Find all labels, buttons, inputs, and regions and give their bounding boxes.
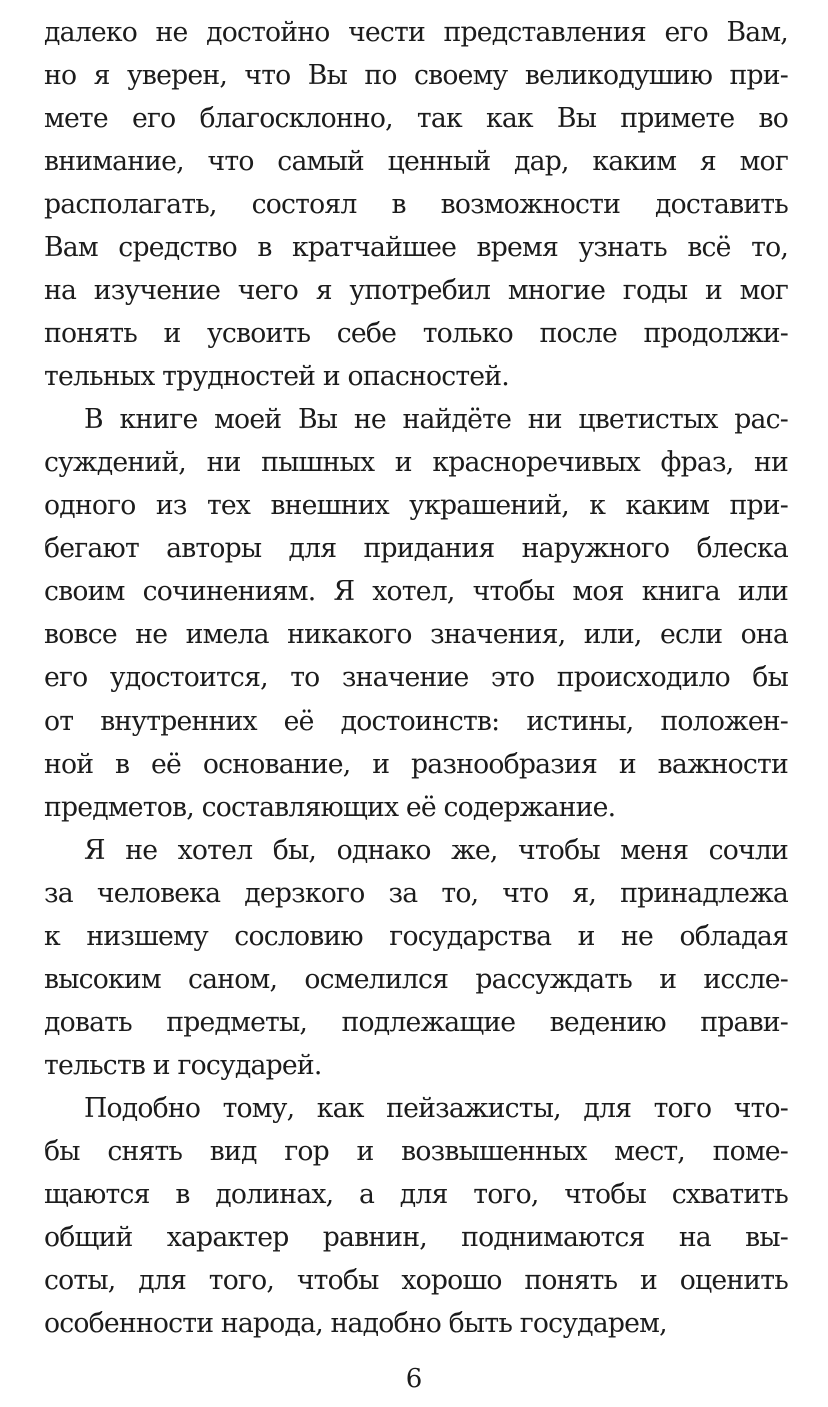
paragraph-1-line-1: далеко не достойно чести представления его Вам, [44, 17, 788, 48]
paragraph-3-line-3: к низшему сословию государства и не обладая [44, 920, 788, 952]
paragraph-1-line-7: на изучение чего я употребил многие годы и мог [44, 275, 788, 307]
paragraph-3-line-2: за человека дерзкого за то, что я, принадлежа [44, 877, 788, 909]
paragraph-2-line-9: ной в её основание, и разнообразия и важности [44, 748, 788, 780]
paragraph-1-line-5: располагать, состоял в возможности доставить [44, 189, 788, 221]
paragraph-2-line-5: своим сочинениям. Я хотел, чтобы моя книга или [44, 576, 788, 608]
page-number: 6 [405, 1364, 423, 1394]
paragraph-1-line-9: тельных трудностей и опасностей. [44, 361, 509, 393]
paragraph-4-line-5: соты, для того, чтобы хорошо понять и оценить [44, 1264, 788, 1296]
paragraph-2-line-6: вовсе не имела никакого значения, или, если она [44, 619, 788, 651]
paragraph-2-line-3: одного из тех внешних украшений, к каким при- [44, 490, 788, 522]
paragraph-2-line-10: предметов, составляющих её содержание. [44, 791, 616, 823]
paragraph-2-line-4: бегают авторы для придания наружного блеска [44, 533, 788, 565]
paragraph-3-line-5: довать предметы, подлежащие ведению прави- [44, 1006, 788, 1038]
paragraph-4-line-1: Подобно тому, как пейзажисты, для того что- [84, 1092, 788, 1124]
paragraph-1-line-3: мете его благосклонно, так как Вы примете во [44, 103, 788, 135]
paragraph-3-line-1: Я не хотел бы, однако же, чтобы меня сочли [84, 834, 788, 866]
paragraph-3-line-6: тельств и государей. [44, 1049, 322, 1081]
paragraph-2-line-8: от внутренних её достоинств: истины, положен- [44, 705, 788, 737]
paragraph-4-line-6: особенности народа, надобно быть государем, [44, 1307, 667, 1339]
paragraph-1-line-8: понять и усвоить себе только после продолжи- [44, 318, 788, 350]
paragraph-2-line-7: его удостоится, то значение это происходило бы [44, 662, 788, 694]
paragraph-4-line-4: общий характер равнин, поднимаются на вы- [44, 1221, 788, 1253]
paragraph-4-line-3: щаются в долинах, а для того, чтобы схватить [44, 1178, 788, 1210]
paragraph-4-line-2: бы снять вид гор и возвышенных мест, поме- [44, 1135, 788, 1167]
paragraph-2-line-2: суждений, ни пышных и красноречивых фраз, ни [44, 447, 788, 479]
paragraph-1-line-6: Вам средство в кратчайшее время узнать всё то, [44, 232, 788, 264]
paragraph-3-line-4: высоким саном, осмелился рассуждать и иссле- [44, 963, 788, 995]
paragraph-2-line-1: В книге моей Вы не найдёте ни цветистых рас- [84, 404, 788, 436]
paragraph-1-line-4: внимание, что самый ценный дар, каким я мог [44, 146, 788, 178]
paragraph-1-line-2: но я уверен, что Вы по своему великодушию при- [44, 60, 788, 92]
